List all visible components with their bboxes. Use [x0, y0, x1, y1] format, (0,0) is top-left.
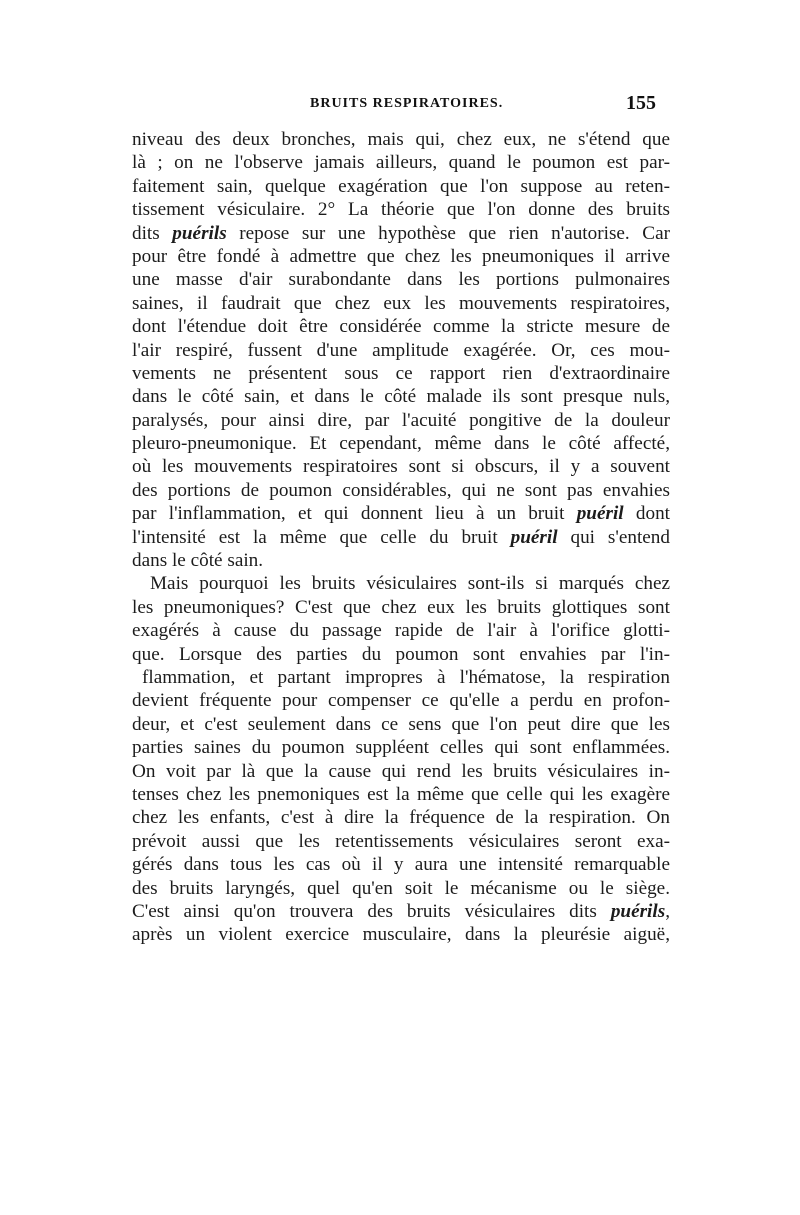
text-segment: exagérés à cause du passage rapide de l'air à l'orifice glotti-	[132, 620, 670, 642]
text-segment: des portions de poumon considérables, qui ne sont pas envahies	[132, 479, 670, 501]
text-line	[132, 549, 670, 572]
text-line	[132, 713, 670, 736]
text-line	[132, 222, 670, 245]
text-line	[132, 268, 670, 291]
text-segment: saines, il faudrait que chez eux les mouvements respiratoires,	[132, 292, 670, 314]
text-segment: dans le côté sain.	[132, 550, 264, 572]
text-line	[132, 409, 670, 432]
text-segment: parties saines du poumon suppléent celles qui sont enflammées.	[132, 737, 670, 759]
text-line	[132, 455, 670, 478]
text-segment: devient fréquente pour compenser ce qu'elle a perdu en profon-	[132, 690, 670, 712]
text-line	[132, 689, 670, 712]
text-segment: qui s'entend	[557, 526, 670, 548]
text-segment: par l'inflammation, et qui donnent lieu à un bruit	[132, 503, 577, 525]
text-line	[132, 385, 670, 408]
text-segment: une masse d'air surabondante dans les portions pulmonaires	[132, 269, 670, 291]
text-segment: vements ne présentent sous ce rapport rien d'extraordinaire	[132, 362, 670, 384]
text-segment: pleuro-pneumonique. Et cependant, même dans le côté affecté,	[132, 433, 670, 455]
text-segment: ,	[665, 900, 670, 922]
text-segment: dits	[132, 222, 173, 244]
text-segment: deur, et c'est seulement dans ce sens que l'on peut dire que les	[132, 713, 670, 735]
text-segment: niveau des deux bronches, mais qui, chez eux, ne s'étend que	[132, 129, 670, 150]
text-segment: tissement vésiculaire. 2° La théorie que l'on donne des bruits	[132, 199, 670, 221]
text-segment: dont	[623, 503, 670, 525]
text-segment: où les mouvements respiratoires sont si obscurs, il y a souvent	[132, 456, 670, 478]
text-line	[132, 362, 670, 385]
text-segment: chez les enfants, c'est à dire la fréquence de la respiration. On	[132, 807, 670, 829]
text-line	[132, 572, 670, 595]
italic-term: puéril	[510, 526, 558, 548]
text-line	[132, 806, 670, 829]
text-segment: que. Lorsque des parties du poumon sont envahies par l'in-	[132, 643, 670, 665]
text-segment: pour être fondé à admettre que chez les pneumoniques il arrive	[132, 245, 670, 267]
text-segment: dans le côté sain, et dans le côté malade ils sont presque nuls,	[132, 386, 670, 408]
text-line	[132, 877, 670, 900]
text-line	[132, 151, 670, 174]
text-line	[132, 736, 670, 759]
italic-term: puérils	[172, 222, 227, 244]
text-segment: après un violent exercice musculaire, dans la pleurésie aiguë,	[132, 924, 670, 946]
text-line	[132, 502, 670, 525]
text-segment: gérés dans tous les cas où il y aura une intensité remarquable	[132, 854, 670, 876]
text-segment: flammation, et partant impropres à l'hématose, la respiration	[142, 666, 670, 688]
text-segment: Mais pourquoi les bruits vésiculaires sont-ils si marqués chez	[150, 573, 670, 595]
text-line	[132, 666, 670, 689]
page-header	[132, 92, 656, 122]
text-segment: les pneumoniques? C'est que chez eux les bruits glottiques sont	[132, 596, 670, 618]
text-line	[132, 479, 670, 502]
text-segment: des bruits laryngés, quel qu'en soit le mécanisme ou le siège.	[132, 877, 670, 899]
italic-term: puéril	[576, 503, 624, 525]
running-title: BRUITS RESPIRATOIRES.	[310, 96, 504, 111]
text-line	[132, 198, 670, 221]
text-segment: l'intensité est la même que celle du bruit	[132, 526, 511, 548]
text-line	[132, 432, 670, 455]
text-line	[132, 830, 670, 853]
text-segment: tenses chez les pnemoniques est la même que celle qui les exagère	[132, 783, 670, 805]
text-line	[132, 315, 670, 338]
text-segment: là ; on ne l'observe jamais ailleurs, quand le poumon est par-	[132, 152, 670, 174]
text-line	[132, 175, 670, 198]
text-segment: C'est ainsi qu'on trouvera des bruits vésiculaires dits	[132, 900, 611, 922]
text-segment: prévoit aussi que les retentissements vésiculaires seront exa-	[132, 830, 670, 852]
text-line	[132, 900, 670, 923]
italic-term: puérils	[610, 900, 666, 922]
body-text	[132, 128, 670, 947]
text-line	[132, 128, 670, 151]
text-segment: On voit par là que la cause qui rend les bruits vésiculaires in-	[132, 760, 670, 782]
text-segment: paralysés, pour ainsi dire, par l'acuité pongitive de la douleur	[132, 409, 670, 431]
text-segment: l'air respiré, fussent d'une amplitude exagérée. Or, ces mou-	[132, 339, 670, 361]
text-line	[132, 643, 670, 666]
text-line	[132, 292, 670, 315]
text-line	[132, 760, 670, 783]
text-segment: dont l'étendue doit être considérée comme la stricte mesure de	[132, 316, 670, 338]
text-line	[132, 526, 670, 549]
text-line	[132, 853, 670, 876]
text-line	[132, 783, 670, 806]
text-line	[132, 923, 670, 946]
text-line	[132, 596, 670, 619]
text-segment: faitement sain, quelque exagération que l'on suppose au reten-	[132, 175, 670, 197]
text-segment: repose sur une hypothèse que rien n'autorise. Car	[226, 222, 670, 244]
text-line	[132, 619, 670, 642]
page-number: 155	[626, 92, 656, 114]
text-line	[132, 339, 670, 362]
text-line	[132, 245, 670, 268]
